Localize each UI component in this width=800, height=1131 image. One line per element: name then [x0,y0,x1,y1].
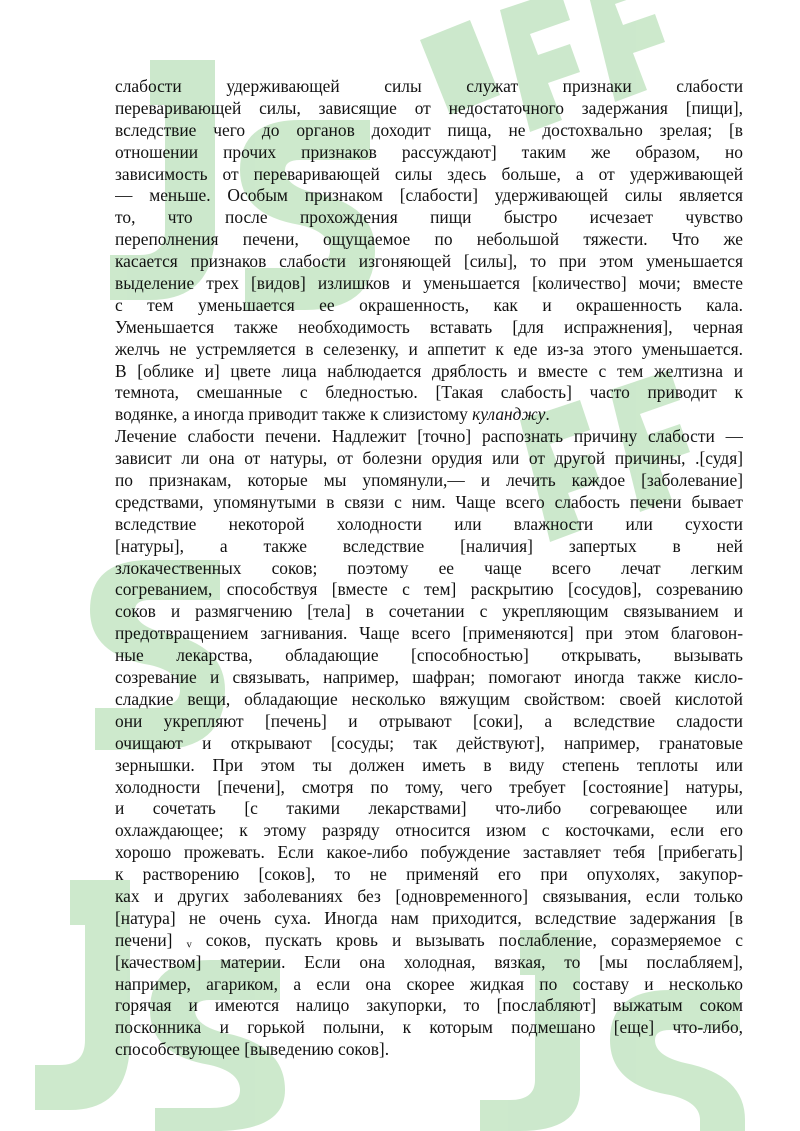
text-line: зависит ли она от натуры, от болезни орудия или от другой причины, .[судя] [115,448,743,469]
text-line: согреванием, способствуя [вместе с тем] раскрытию [сосудов], созреванию [115,579,743,600]
section-heading-line: Лечение слабости печени. Надлежит [точно] распознать причину слабости — [115,426,743,447]
text-line: по признакам, которые мы упомянули,— и лечить каждое [заболевание] [115,470,743,491]
text-line: горячая и имеются налицо закупорки, то [послабляют] выжатым соком [115,995,743,1016]
text-line: [качеством] материи. Если она холодная, вязкая, то [мы послабляем], [115,951,743,972]
text-line: предотвращением загнивания. Чаще всего [применяются] при этом благовон- [115,623,743,644]
text-line: они укрепляют [печень] и отрывают [соки], а вследствие сладости [115,710,743,731]
text-line: то, что после прохождения пищи быстро исчезает чувство [115,207,743,228]
text-line: желчь не устремляется в селезенку, и аппетит к еде из-за этого уменьшается. [115,338,743,359]
text-line: очищают и открывают [сосуды; так действуют], например, гранатовые [115,732,743,753]
text-line: хорошо прожевать. Если какое-либо побуждение заставляет тебя [прибегать] [115,842,743,863]
text-line: вследствие некоторой холодности или влажности или сухости [115,513,743,534]
text-line: к растворению [соков], то не применяй его при опухолях, закупор- [115,864,743,885]
text-line: сладкие вещи, обладающие несколько вяжущим свойством: своей кислотой [115,688,743,709]
text-line: переваривающей силы, зависящие от недостаточного задержания [пищи], [115,97,743,118]
main-text [115,76,743,1061]
text-line: посконника и горькой полыни, к которым подмешано [еще] что-либо, [115,1017,743,1038]
text-line: переполнения печени, ощущаемое по небольшой тяжести. Что же [115,229,743,250]
text-line: и сочетать [с такими лекарствами] что-либо согревающее или [115,798,743,819]
text-line: зависимость от переваривающей силы здесь больше, а от удерживающей [115,163,743,184]
text-line: слабости удерживающей силы служат признаки слабости [115,76,743,96]
text-line: Уменьшается также необходимость вставать [для испражнения], черная [115,316,743,337]
text-line: охлаждающее; к этому разряду относится изюм с косточками, если его [115,820,743,841]
text-line: средствами, упомянутыми в связи с ним. Чаще всего слабость печени бывает [115,491,743,512]
text-line: зернышки. При этом ты должен иметь в виду степень теплоты или [115,754,743,775]
text-line: В [облике и] цвете лица наблюдается дряблость и вместе с тем желтизна и [115,360,743,381]
text-line: [натура] не очень суха. Иногда нам приходится, вследствие задержания [в [115,907,743,928]
text-line-final: способствующее [выведению соков]. [115,1039,390,1060]
text-line: вследствие чего до органов доходит пища, не достохвально зрелая; [в [115,119,743,140]
text-line: касается признаков слабости изгоняющей [силы], то при этом уменьшается [115,251,743,272]
text-line-italic-end [115,404,743,426]
text-line: ках и других заболеваниях без [одновременного] связывания, если только [115,885,743,906]
text-line: холодности [печени], смотря по тому, чего требует [состояние] натуры, [115,776,743,797]
text-line: выделение трех [видов] излишков и уменьшается [количество] мочи; вместе [115,273,743,294]
text-segment: водянке, а иногда приводит также к слизистому [115,404,473,425]
text-line: отношении прочих признаков рассуждают] таким же образом, но [115,141,743,162]
text-line: с тем уменьшается ее окрашенность, как и окрашенность кала. [115,294,743,315]
italic-suffix: . [545,404,550,425]
text-line: например, агариком, а если она скорее жидкая по составу и несколько [115,973,743,994]
text-line: соков и размягчению [тела] в сочетании с укрепляющим связыванием и [115,601,743,622]
text-line: ные лекарства, обладающие [способностью] открывать, вызывать [115,645,743,666]
text-line: [натуры], а также вследствие [наличия] запертых в ней [115,535,743,556]
text-line: печени] ᵥ соков, пускать кровь и вызывать послабление, соразмеряемое с [115,929,743,950]
text-line: злокачественных соков; поэтому ее чаще всего лечат легким [115,557,743,578]
text-line: — меньше. Особым признаком [слабости] удерживающей силы является [115,185,743,206]
italic-term: куланджу [472,404,546,425]
text-line: темнота, смешанные с бледностью. [Такая слабость] часто приводит к [115,382,743,403]
text-line: созревание и связывать, например, шафран; помогают иногда также кисло- [115,667,743,688]
